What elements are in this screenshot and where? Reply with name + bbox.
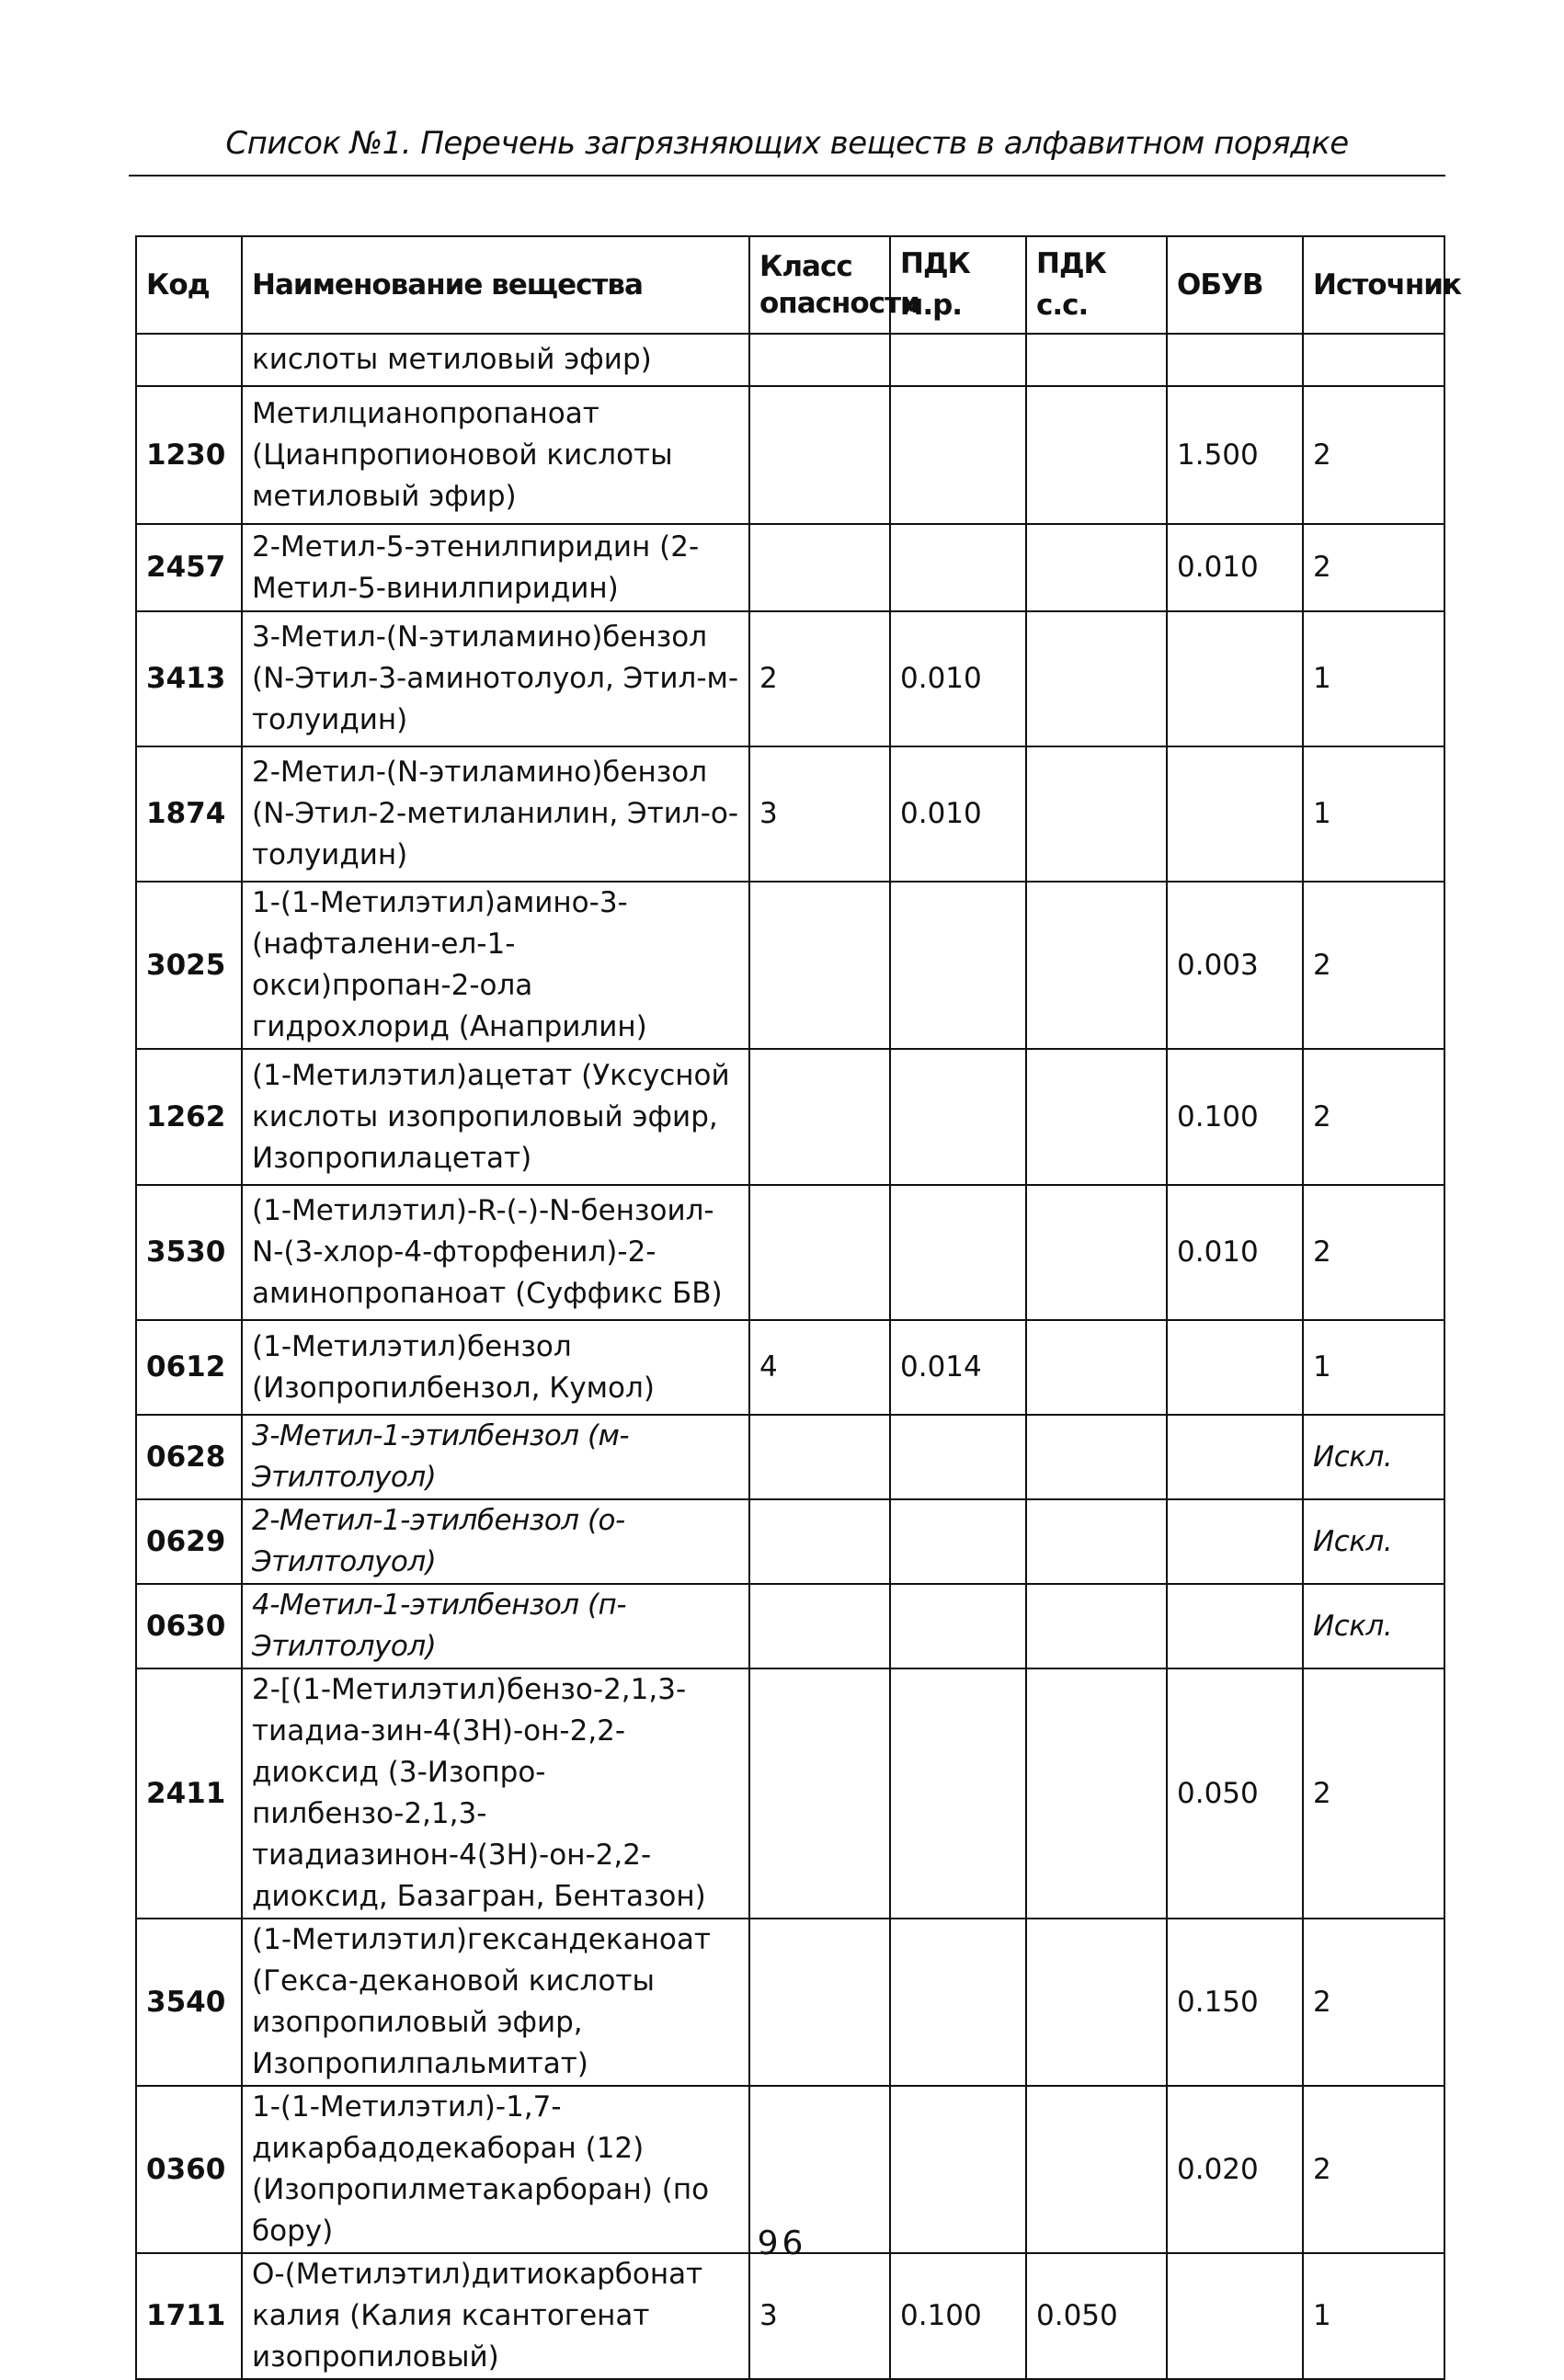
- table-row: [136, 2253, 1444, 2379]
- cell-pdk-ss: [1026, 1919, 1167, 2086]
- cell-substance-name: 1-(1-Метилэтил)-1,7-дикарбадодекаборан (12) (Изопропилметакарборан) (по бору): [242, 2086, 749, 2253]
- substances-table: [135, 235, 1462, 2380]
- cell-substance-name: 2-[(1-Метилэтил)бензо-2,1,3-тиадиа-зин-4(3H)-он-2,2-диоксид (3-Изопро-пилбензо-2,1,3-тиадиазинон-4(3H)-он-2,2-диоксид, Базагран, Бентазон): [242, 1668, 749, 1919]
- cell-code: 1874: [136, 746, 242, 882]
- cell-pdk-ss: [1026, 1185, 1167, 1320]
- cell-pdk-mr: [890, 1668, 1026, 1919]
- cell-pdk-mr: [890, 1415, 1026, 1499]
- cell-pdk-mr: [890, 882, 1026, 1049]
- cell-obuv: [1167, 1320, 1303, 1415]
- cell-substance-name: (1-Метилэтил)-R-(-)-N-бензоил-N-(3-хлор-4-фторфенил)-2-аминопропаноат (Суффикс БВ): [242, 1185, 749, 1320]
- cell-substance-name: 3-Метил-1-этилбензол (м-Этилтолуол): [242, 1415, 749, 1499]
- cell-code: 3530: [136, 1185, 242, 1320]
- table-row: [136, 746, 1444, 882]
- cell-pdk-ss: 0.050: [1026, 2253, 1167, 2379]
- column-header-code: Код: [136, 236, 242, 334]
- cell-code: 1711: [136, 2253, 242, 2379]
- table-row: [136, 1415, 1444, 1499]
- cell-pdk-ss: [1026, 1668, 1167, 1919]
- cell-substance-name: 3-Метил-(N-этиламино)бензол (N-Этил-3-аминотолуол, Этил-м-толуидин): [242, 611, 749, 746]
- table-row: [136, 1919, 1444, 2086]
- cell-pdk-mr: [890, 1185, 1026, 1320]
- cell-source: 1: [1303, 746, 1444, 882]
- cell-pdk-mr: [890, 334, 1026, 386]
- cell-substance-name: кислоты метиловый эфир): [242, 334, 749, 386]
- cell-source: 2: [1303, 882, 1444, 1049]
- column-header-name: Наименование вещества: [242, 236, 749, 334]
- cell-obuv: [1167, 334, 1303, 386]
- cell-substance-name: 1-(1-Метилэтил)амино-3-(нафталени-ел-1-окси)пропан-2-ола гидрохлорид (Анаприлин): [242, 882, 749, 1049]
- table-row: [136, 1320, 1444, 1415]
- cell-code: 3540: [136, 1919, 242, 2086]
- cell-code: 0612: [136, 1320, 242, 1415]
- cell-code: 0628: [136, 1415, 242, 1499]
- cell-pdk-mr: 0.010: [890, 611, 1026, 746]
- cell-pdk-mr: [890, 386, 1026, 524]
- cell-source: 2: [1303, 386, 1444, 524]
- cell-pdk-mr: 0.100: [890, 2253, 1026, 2379]
- cell-pdk-ss: [1026, 746, 1167, 882]
- cell-pdk-ss: [1026, 334, 1167, 386]
- cell-pdk-mr: [890, 524, 1026, 611]
- cell-source: Искл.: [1303, 1415, 1444, 1499]
- table-row: [136, 1668, 1444, 1919]
- cell-hazard-class: 3: [749, 746, 890, 882]
- cell-hazard-class: [749, 882, 890, 1049]
- cell-obuv: [1167, 2253, 1303, 2379]
- cell-code: [136, 334, 242, 386]
- cell-hazard-class: [749, 1668, 890, 1919]
- cell-code: 0629: [136, 1499, 242, 1584]
- cell-pdk-ss: [1026, 1320, 1167, 1415]
- cell-code: 0360: [136, 2086, 242, 2253]
- cell-pdk-ss: [1026, 386, 1167, 524]
- cell-hazard-class: 2: [749, 611, 890, 746]
- table-row: [136, 334, 1444, 386]
- cell-hazard-class: [749, 1415, 890, 1499]
- cell-hazard-class: [749, 524, 890, 611]
- cell-pdk-ss: [1026, 882, 1167, 1049]
- cell-pdk-ss: [1026, 611, 1167, 746]
- column-header-pdk-mr: ПДК м.р.: [890, 236, 1026, 334]
- cell-pdk-mr: 0.010: [890, 746, 1026, 882]
- cell-pdk-ss: [1026, 1049, 1167, 1185]
- column-header-pdk-ss: ПДК с.с.: [1026, 236, 1167, 334]
- cell-obuv: 0.003: [1167, 882, 1303, 1049]
- cell-code: 0630: [136, 1584, 242, 1668]
- cell-hazard-class: [749, 1499, 890, 1584]
- cell-substance-name: 4-Метил-1-этилбензол (п-Этилтолуол): [242, 1584, 749, 1668]
- cell-hazard-class: [749, 386, 890, 524]
- cell-hazard-class: 3: [749, 2253, 890, 2379]
- column-header-hazard-class: Класс опасности: [749, 236, 890, 334]
- cell-pdk-ss: [1026, 524, 1167, 611]
- cell-source: 2: [1303, 1668, 1444, 1919]
- cell-substance-name: (1-Метилэтил)бензол (Изопропилбензол, Кумол): [242, 1320, 749, 1415]
- cell-pdk-mr: [890, 1499, 1026, 1584]
- table-row: [136, 524, 1444, 611]
- cell-source: 2: [1303, 524, 1444, 611]
- cell-substance-name: (1-Метилэтил)гександеканоат (Гекса-декановой кислоты изопропиловый эфир, Изопропилпальмитат): [242, 1919, 749, 2086]
- table-row: [136, 1185, 1444, 1320]
- cell-obuv: 1.500: [1167, 386, 1303, 524]
- cell-pdk-mr: 0.014: [890, 1320, 1026, 1415]
- table-body: [136, 334, 1444, 2379]
- table-row: [136, 882, 1444, 1049]
- cell-substance-name: 2-Метил-5-этенилпиридин (2-Метил-5-винилпиридин): [242, 524, 749, 611]
- table-row: [136, 1049, 1444, 1185]
- cell-obuv: 0.020: [1167, 2086, 1303, 2253]
- cell-obuv: [1167, 746, 1303, 882]
- cell-code: 1262: [136, 1049, 242, 1185]
- page-number: 96: [757, 2225, 807, 2262]
- cell-hazard-class: [749, 334, 890, 386]
- page-header-title: Список №1. Перечень загрязняющих веществ в алфавитном порядке: [225, 125, 1349, 162]
- cell-code: 2411: [136, 1668, 242, 1919]
- cell-hazard-class: [749, 1185, 890, 1320]
- cell-obuv: 0.150: [1167, 1919, 1303, 2086]
- column-header-obuv: ОБУВ: [1167, 236, 1303, 334]
- cell-hazard-class: 4: [749, 1320, 890, 1415]
- table-row: [136, 1499, 1444, 1584]
- cell-obuv: [1167, 1584, 1303, 1668]
- table-header-row: [136, 236, 1444, 334]
- cell-substance-name: О-(Метилэтил)дитиокарбонат калия (Калия ксантогенат изопропиловый): [242, 2253, 749, 2379]
- cell-pdk-ss: [1026, 1499, 1167, 1584]
- cell-source: 1: [1303, 611, 1444, 746]
- cell-obuv: 0.010: [1167, 524, 1303, 611]
- cell-code: 1230: [136, 386, 242, 524]
- cell-pdk-mr: [890, 1584, 1026, 1668]
- table-row: [136, 1584, 1444, 1668]
- cell-substance-name: 2-Метил-1-этилбензол (о-Этилтолуол): [242, 1499, 749, 1584]
- cell-source: 2: [1303, 2086, 1444, 2253]
- cell-obuv: [1167, 1499, 1303, 1584]
- cell-substance-name: Метилцианопропаноат (Цианпропионовой кислоты метиловый эфир): [242, 386, 749, 524]
- cell-substance-name: 2-Метил-(N-этиламино)бензол (N-Этил-2-метиланилин, Этил-о-толуидин): [242, 746, 749, 882]
- cell-hazard-class: [749, 1584, 890, 1668]
- cell-obuv: 0.100: [1167, 1049, 1303, 1185]
- cell-source: 2: [1303, 1919, 1444, 2086]
- cell-source: 1: [1303, 1320, 1444, 1415]
- cell-substance-name: (1-Метилэтил)ацетат (Уксусной кислоты изопропиловый эфир, Изопропилацетат): [242, 1049, 749, 1185]
- cell-source: Искл.: [1303, 1499, 1444, 1584]
- cell-obuv: 0.050: [1167, 1668, 1303, 1919]
- table-row: [136, 611, 1444, 746]
- cell-obuv: [1167, 1415, 1303, 1499]
- cell-code: 3413: [136, 611, 242, 746]
- cell-hazard-class: [749, 1919, 890, 2086]
- cell-obuv: 0.010: [1167, 1185, 1303, 1320]
- cell-source: 2: [1303, 1049, 1444, 1185]
- cell-obuv: [1167, 611, 1303, 746]
- cell-code: 3025: [136, 882, 242, 1049]
- cell-source: Искл.: [1303, 1584, 1444, 1668]
- table-row: [136, 386, 1444, 524]
- cell-pdk-mr: [890, 1049, 1026, 1185]
- cell-pdk-mr: [890, 1919, 1026, 2086]
- cell-source: 2: [1303, 1185, 1444, 1320]
- cell-hazard-class: [749, 1049, 890, 1185]
- cell-source: [1303, 334, 1444, 386]
- column-header-source: Источник: [1303, 236, 1444, 334]
- header-divider: [129, 175, 1445, 177]
- cell-pdk-ss: [1026, 1415, 1167, 1499]
- cell-pdk-ss: [1026, 1584, 1167, 1668]
- cell-source: 1: [1303, 2253, 1444, 2379]
- cell-code: 2457: [136, 524, 242, 611]
